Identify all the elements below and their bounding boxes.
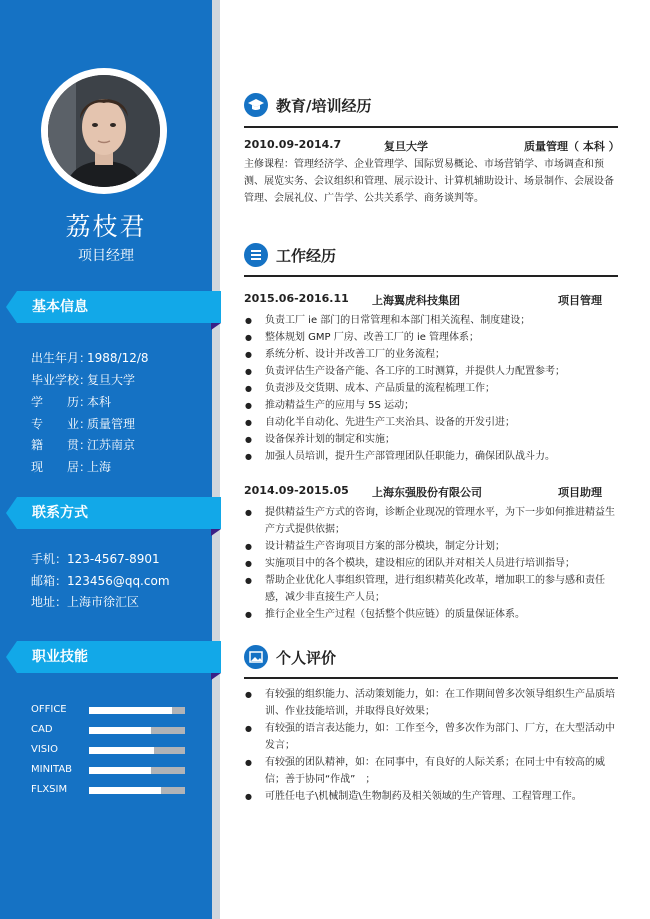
info-label: 毕业学校： xyxy=(31,373,92,387)
list-item: ● 有较强的组织能力、活动策划能力，如：在工作期间曾多次领导组织生产品质培训、作业技能培训，并取得良好效果； xyxy=(244,686,618,720)
evaluation-heading: 个人评价 xyxy=(276,649,337,667)
list-item: ● 有较强的语言表达能力，如：工作至今，曾多次作为部门、厂方，在大型活动中发言； xyxy=(244,720,618,754)
skill-row xyxy=(31,703,191,717)
job-header xyxy=(244,292,618,308)
evaluation-list xyxy=(244,686,618,805)
graduation-cap-icon xyxy=(244,93,268,117)
education-period: 2010.09-2014.7 xyxy=(244,138,342,151)
info-value: 质量管理 xyxy=(87,417,136,431)
contact-row-address xyxy=(31,593,139,610)
contact-label: 手机： xyxy=(31,552,68,566)
skill-bar-fill xyxy=(89,727,151,734)
info-label: 现 居： xyxy=(31,460,92,474)
contact-row-email xyxy=(31,572,170,589)
education-major: 质量管理（ 本科 ） xyxy=(524,140,620,153)
contact-heading: 联系方式 xyxy=(17,497,221,529)
skill-bar-fill xyxy=(89,747,154,754)
contact-label: 地址： xyxy=(31,595,68,609)
skill-bar xyxy=(89,707,185,714)
info-value: 1988/12/8 xyxy=(87,351,149,365)
job-role: 项目管理 xyxy=(558,294,602,307)
skill-row xyxy=(31,763,191,777)
list-item: ● 可胜任电子\机械制造\生物制药及相关领域的生产管理、工程管理工作。 xyxy=(244,788,618,805)
skill-row xyxy=(31,783,191,797)
skill-name: OFFICE xyxy=(31,704,67,715)
list-item: ● 设备保养计划的制定和实施； xyxy=(244,431,618,448)
skill-row xyxy=(31,723,191,737)
education-school: 复旦大学 xyxy=(384,140,428,153)
education-courses: 主修课程：管理经济学、企业管理学、国际贸易概论、市场营销学、市场调查和预测、展览实务、会议组织和管理、展示设计、计算机辅助设计、场景制作、会展设备管理、会展礼仪、广告学、公共关系学、商务谈判等。 xyxy=(244,159,614,204)
info-row-school xyxy=(31,371,135,388)
candidate-name: 荔枝君 xyxy=(65,212,147,241)
education-header xyxy=(244,138,618,154)
skill-name: CAD xyxy=(31,724,53,735)
list-item: ● 设计精益生产咨询项目方案的部分模块，制定分计划； xyxy=(244,538,618,555)
info-row-major xyxy=(31,415,135,432)
info-value: 江苏南京 xyxy=(87,438,136,452)
info-value: 本科 xyxy=(87,395,112,409)
contact-value: 上海市徐汇区 xyxy=(67,595,140,609)
contact-row-phone xyxy=(31,550,160,567)
skill-bar xyxy=(89,787,185,794)
job-company: 上海东强股份有限公司 xyxy=(372,486,482,499)
contact-label: 邮箱： xyxy=(31,574,68,588)
list-icon xyxy=(244,243,268,267)
job-role: 项目助理 xyxy=(558,486,602,499)
skill-name: VISIO xyxy=(31,744,58,755)
list-item: ● 整体规划 GMP 厂房、改善工厂的 ie 管理体系； xyxy=(244,329,618,346)
sidebar-divider xyxy=(212,0,220,919)
list-item: ● 有较强的团队精神，如：在同事中，有良好的人际关系；在同士中有较高的威信；善于协同“作战” ； xyxy=(244,754,618,788)
skill-bar-fill xyxy=(89,707,172,714)
job-duties xyxy=(244,312,618,465)
evaluation-divider xyxy=(244,677,618,679)
candidate-job-title: 项目经理 xyxy=(78,248,134,264)
job-period: 2014.09-2015.05 xyxy=(244,484,349,497)
list-item: ● 加强人员培训，提升生产部管理团队任职能力，确保团队战斗力。 xyxy=(244,448,618,465)
info-row-residence xyxy=(31,458,111,475)
skill-bar xyxy=(89,747,185,754)
education-heading: 教育/培训经历 xyxy=(276,97,372,115)
work-heading: 工作经历 xyxy=(276,247,337,265)
info-row-degree xyxy=(31,393,111,410)
list-item: ● 推行企业全生产过程（包括整个供应链）的质量保证体系。 xyxy=(244,606,618,623)
skills-heading: 职业技能 xyxy=(17,641,221,673)
job-duties xyxy=(244,504,618,623)
list-item: ● 负责评估生产设备产能、各工序的工时测算，并提供人力配置参考； xyxy=(244,363,618,380)
skill-bar-fill xyxy=(89,787,161,794)
job-company: 上海翼虎科技集团 xyxy=(372,294,460,307)
info-row-birth xyxy=(31,349,149,366)
portrait-photo xyxy=(48,75,160,187)
skill-bar xyxy=(89,767,185,774)
list-item: ● 实施项目中的各个模块，建设相应的团队并对相关人员进行培训指导； xyxy=(244,555,618,572)
work-divider xyxy=(244,275,618,277)
list-item: ● 提供精益生产方式的咨询，诊断企业现况的管理水平，为下一步如何推进精益生产方式提供依据； xyxy=(244,504,618,538)
list-item: ● 负责工厂 ie 部门的日常管理和本部门相关流程、制度建设； xyxy=(244,312,618,329)
basic-info-heading: 基本信息 xyxy=(17,291,221,323)
info-value: 复旦大学 xyxy=(87,373,136,387)
info-label: 专 业： xyxy=(31,417,92,431)
list-item: ● 帮助企业优化人事组织管理，进行组织精英化改革，增加职工的参与感和责任感，减少非直接生产人员； xyxy=(244,572,618,606)
job-header xyxy=(244,484,618,500)
list-item: ● 自动化半自动化、先进生产工夹治具、设备的开发引进； xyxy=(244,414,618,431)
skill-bar xyxy=(89,727,185,734)
job-period: 2015.06-2016.11 xyxy=(244,292,349,305)
contact-value: 123456@qq.com xyxy=(67,574,170,588)
info-label: 籍 贯： xyxy=(31,438,92,452)
avatar xyxy=(48,75,160,187)
info-label: 出生年月： xyxy=(31,351,92,365)
info-label: 学 历： xyxy=(31,395,92,409)
skill-bar-fill xyxy=(89,767,151,774)
skill-name: FLXSIM xyxy=(31,784,68,795)
list-item: ● 推动精益生产的应用与 5S 运动； xyxy=(244,397,618,414)
list-item: ● 负责涉及交货期、成本、产品质量的流程梳理工作； xyxy=(244,380,618,397)
info-row-hometown xyxy=(31,436,135,453)
contact-value: 123-4567-8901 xyxy=(67,552,160,566)
education-divider xyxy=(244,126,618,128)
list-item: ● 系统分析、设计并改善工厂的业务流程； xyxy=(244,346,618,363)
image-icon xyxy=(244,645,268,669)
info-value: 上海 xyxy=(87,460,112,474)
skill-row xyxy=(31,743,191,757)
skill-name: MINITAB xyxy=(31,764,73,775)
